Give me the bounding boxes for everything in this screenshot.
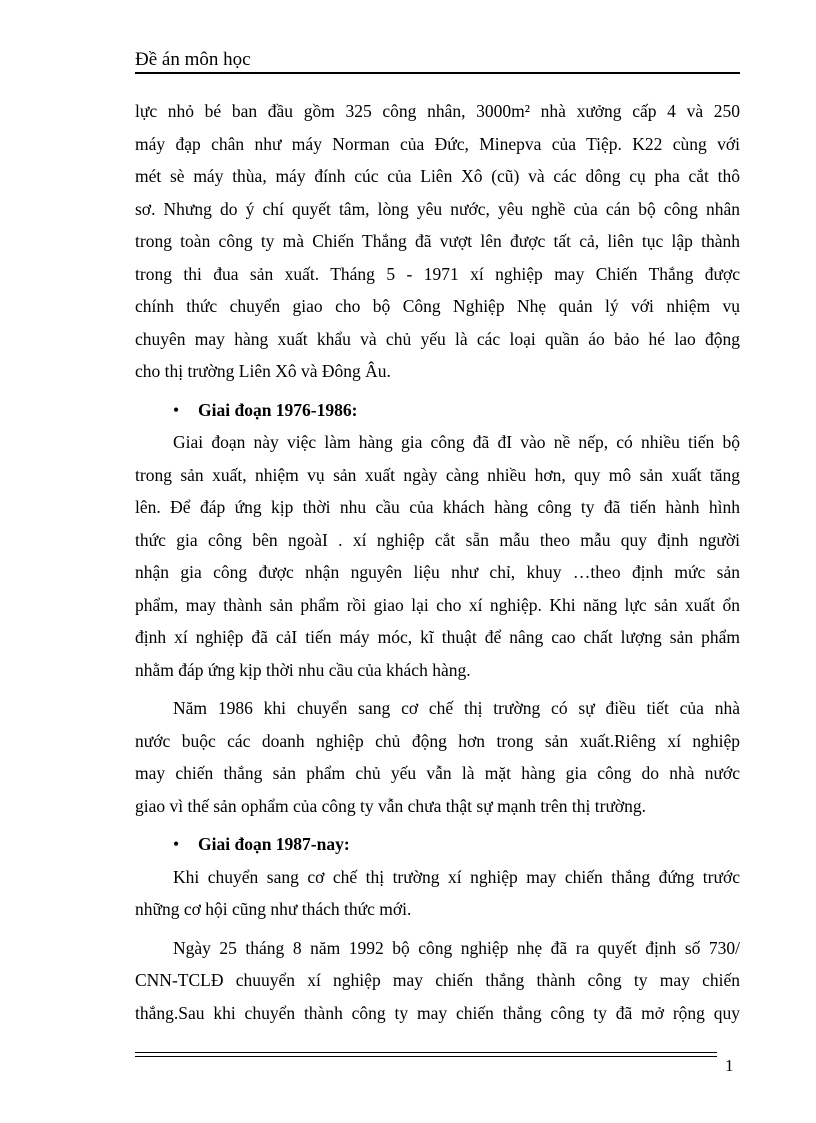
paragraph [135,932,740,1030]
text-line: may chiến thắng sản phẩm chủ yếu vẫn là mặt hàng gia công do nhà nước [135,763,740,783]
text-line: cho thị trường Liên Xô và Đông Âu. [135,361,391,381]
bullet-icon: • [173,399,180,420]
footer-rule [135,1052,717,1057]
text-line: nhằm đáp ứng kịp thời nhu cầu của khách hàng. [135,659,471,680]
paragraph [135,426,740,686]
section-heading-1987-nay [135,828,740,861]
text-line: sơ. Nhưng do ý chí quyết tâm, lòng yêu nước, yêu nghề của cán bộ công nhân [135,198,740,219]
text-line: thức gia công bên ngoàI . xí nghiệp cắt sẵn mẫu theo mẫu quy định người [135,529,740,550]
text-line: mét sè máy thùa, máy đính cúc của Liên Xô (cũ) và các dông cụ pha cắt thô [135,166,740,186]
text-line: lực nhỏ bé ban đầu gồm 325 công nhân, 3000m² nhà xưởng cấp 4 và 250 [135,101,740,121]
paragraph [135,692,740,822]
text-line: lên. Để đáp ứng kịp thời nhu cầu của khách hàng công ty đã tiến hành hình [135,497,740,517]
section-heading-1976-1986 [135,394,740,427]
section-heading-text: Giai đoạn 1976-1986: [198,399,358,420]
text-line: Ngày 25 tháng 8 năm 1992 bộ công nghiệp nhẹ đã ra quyết định số 730/ [173,937,740,958]
text-line: những cơ hội cũng như thách thức mới. [135,899,412,919]
paragraph [135,861,740,926]
section-heading-text: Giai đoạn 1987-nay: [198,834,350,854]
text-line: chính thức chuyển giao cho bộ Công Nghiệp Nhẹ quản lý với nhiệm vụ [135,296,740,316]
page-header-title: Đề án môn học [135,49,251,70]
text-line: CNN-TCLĐ chuuyển xí nghiệp may chiến thắng thành công ty may chiến [135,970,740,990]
text-line: định xí nghiệp đã cảI tiến máy móc, kĩ thuật để nâng cao chất lượng sản phẩm [135,627,740,647]
text-line: trong toàn công ty mà Chiến Thắng đã vượt lên được tất cả, liên tục lập thành [135,231,740,251]
text-line: Khi chuyển sang cơ chế thị trường xí nghiệp may chiến thắng đứng trước [173,866,740,887]
text-line: phẩm, may thành sản phẩm rồi giao lại cho xí nghiệp. Khi năng lực sản xuất ổn [135,594,740,615]
page-number: 1 [725,1056,734,1075]
bullet-icon: • [173,834,180,854]
text-line: nước buộc các doanh nghiệp chủ động hơn trong sản xuất.Riêng xí nghiệp [135,730,740,751]
document-body [135,95,740,1029]
text-line: Năm 1986 khi chuyển sang cơ chế thị trường có sự điều tiết của nhà [173,698,740,718]
text-line: máy đạp chân như máy Norman của Đức, Minepva của Tiệp. K22 cùng với [135,133,740,154]
text-line: trong sản xuất, nhiệm vụ sản xuất ngày càng nhiều hơn, quy mô sản xuất tăng [135,464,740,485]
text-line: chuyên may hàng xuất khẩu và chủ yếu là các loại quần áo bảo hé lao động [135,328,740,349]
text-line: thắng.Sau khi chuyển thành công ty may chiến thắng công ty đã mở rộng quy [135,1002,740,1023]
text-line: trong thi đua sản xuất. Tháng 5 - 1971 xí nghiệp may Chiến Thắng được [135,263,740,284]
header-rule [135,72,740,74]
text-line: Giai đoạn này việc làm hàng gia công đã đI vào nề nếp, có nhiều tiến bộ [173,432,740,452]
text-line: nhận gia công được nhận nguyên liệu như chỉ, khuy …theo định mức sản [135,562,740,582]
paragraph-continued [135,95,740,388]
text-line: giao vì thế sản ophẩm của công ty vẫn chưa thật sự mạnh trên thị trường. [135,795,647,816]
